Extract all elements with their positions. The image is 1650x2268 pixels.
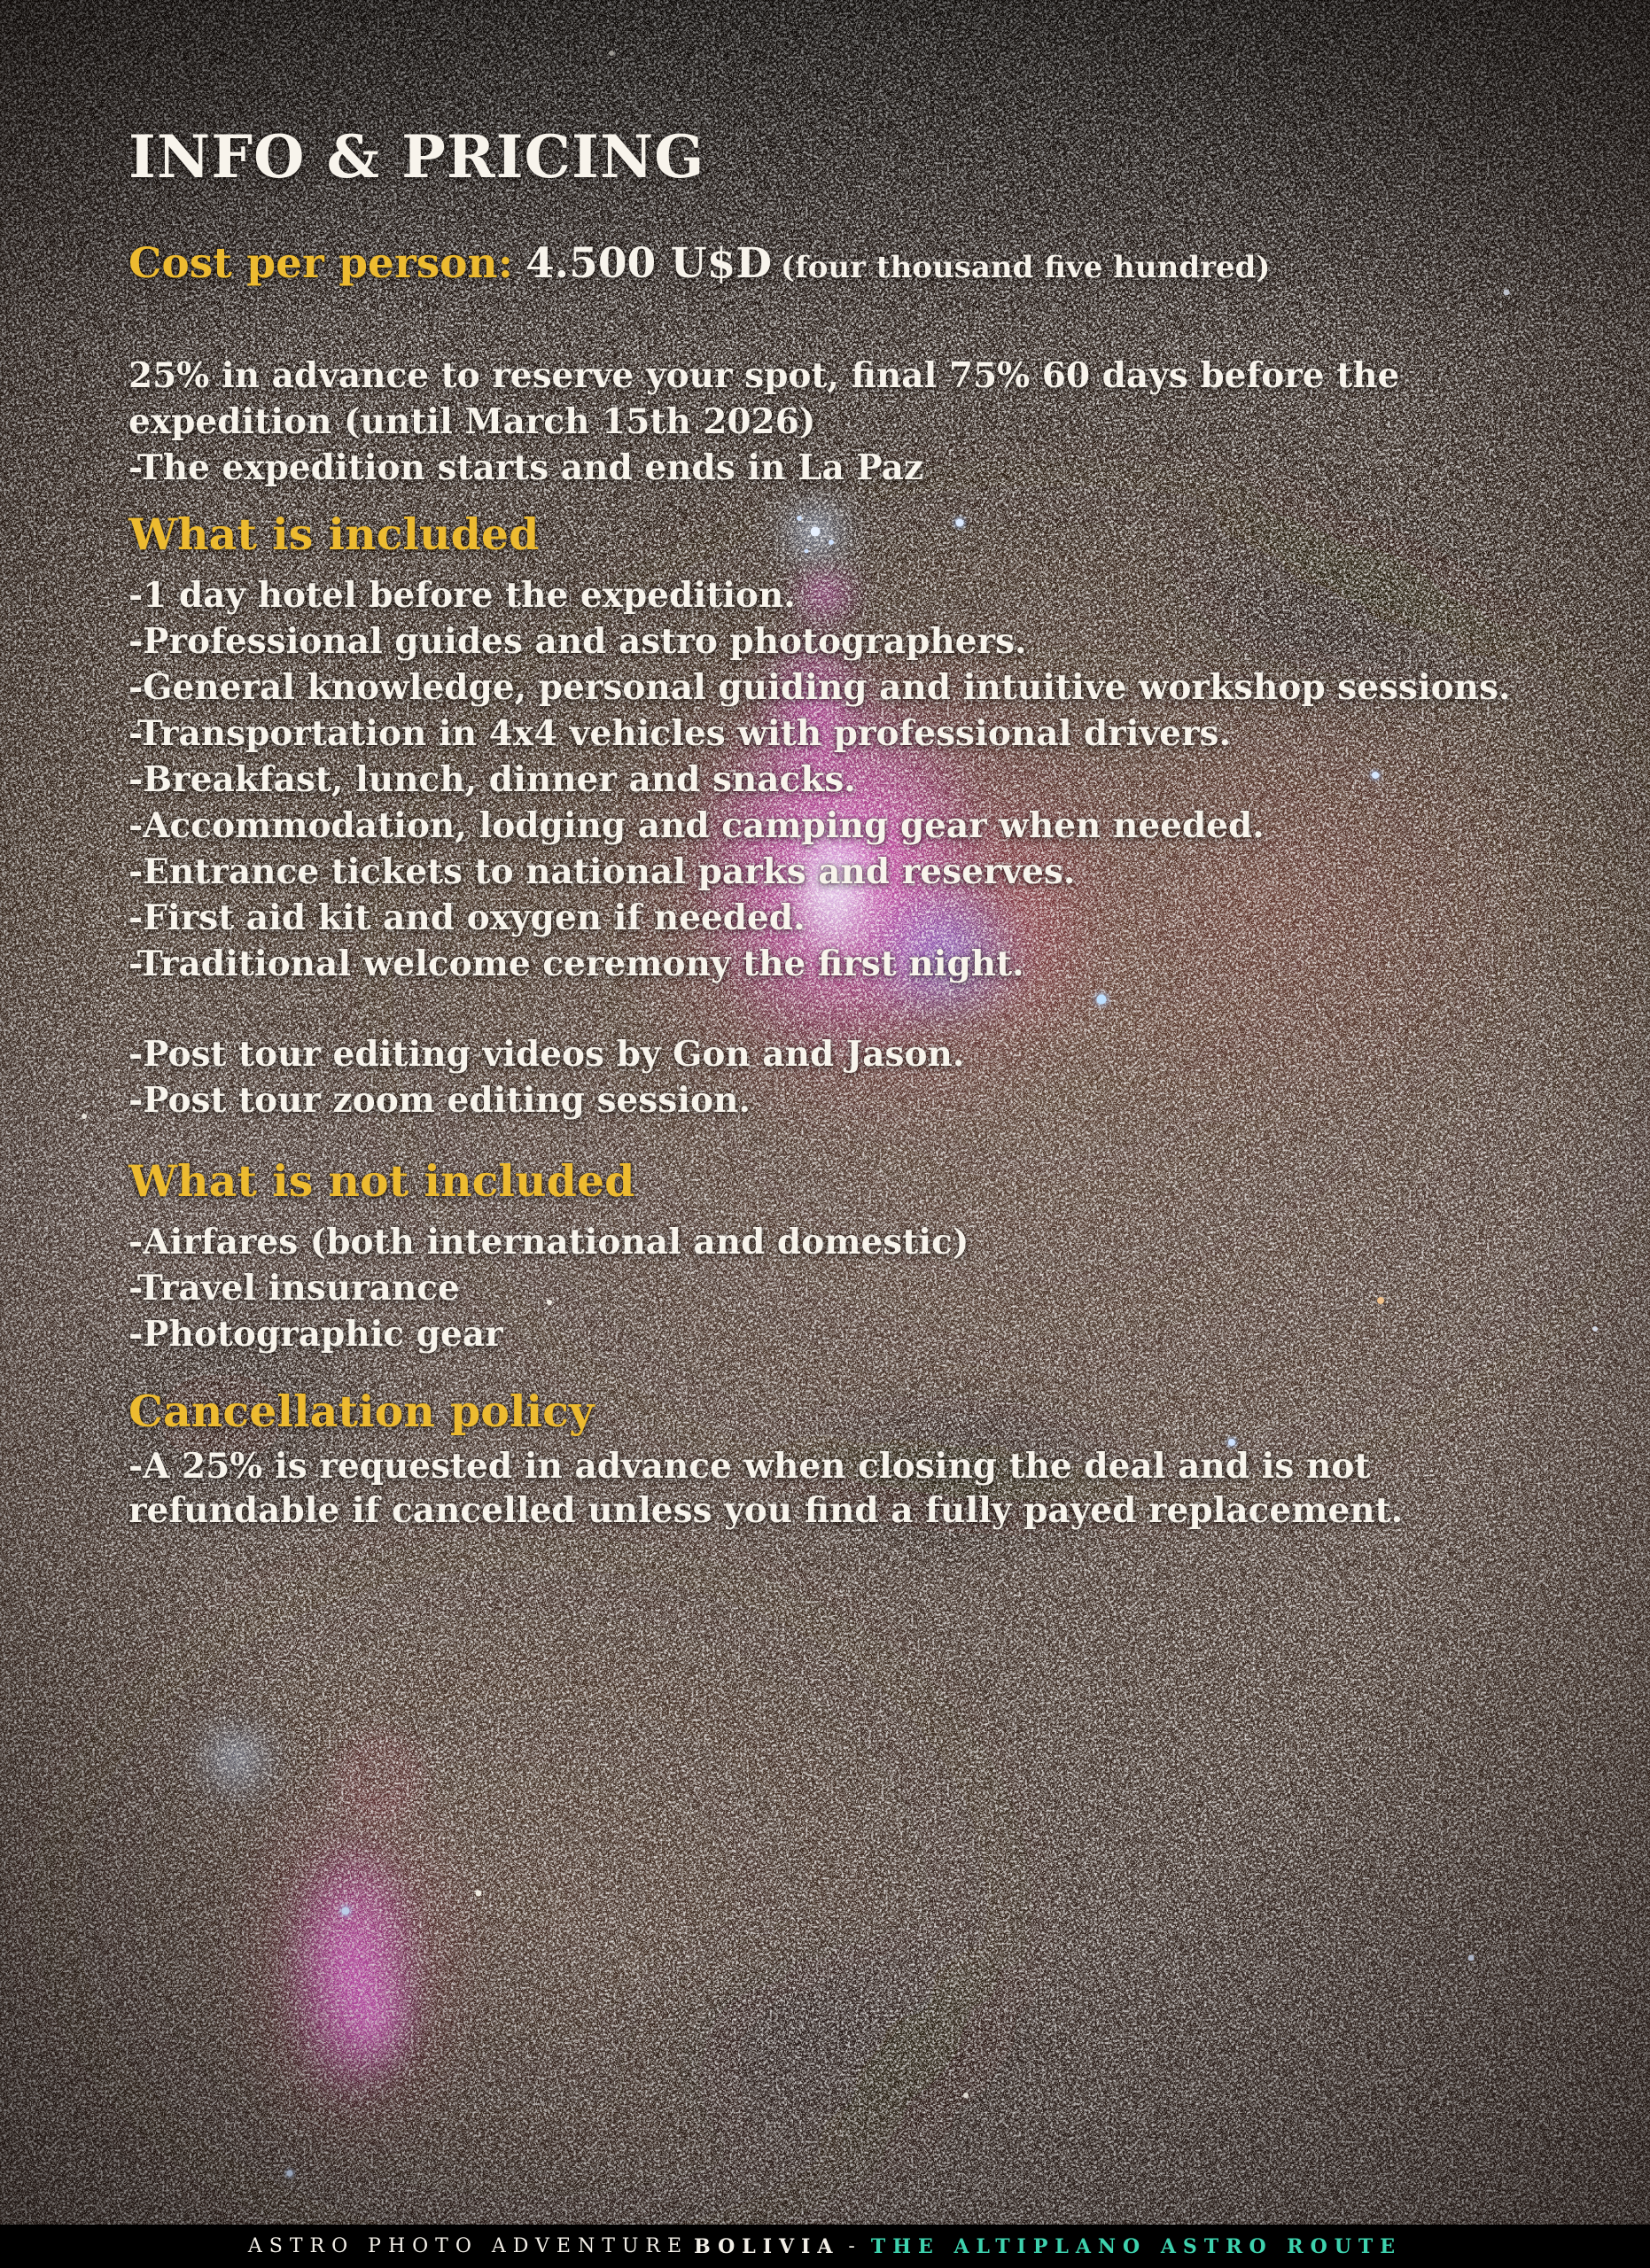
page-title: INFO & PRICING xyxy=(128,122,705,191)
list-item: -Professional guides and astro photographers. xyxy=(128,621,1027,662)
list-item: -Post tour zoom editing session. xyxy=(128,1080,751,1121)
cost-price: 4.500 U$D xyxy=(525,239,773,288)
payment-terms xyxy=(128,353,1570,491)
footer-brand-country: BOLIVIA xyxy=(694,2234,840,2258)
list-item: -Travel insurance xyxy=(128,1268,460,1309)
cost-label: Cost per person: xyxy=(128,239,514,288)
included-post-list xyxy=(128,1031,1570,1123)
not-included-list xyxy=(128,1219,1570,1357)
list-item: -Transportation in 4x4 vehicles with professional drivers. xyxy=(128,713,1232,754)
section-heading-cancellation: Cancellation policy xyxy=(128,1386,595,1437)
list-item: -General knowledge, personal guiding and intuitive workshop sessions. xyxy=(128,667,1511,708)
included-list xyxy=(128,572,1570,987)
payment-terms-line: -The expedition starts and ends in La Paz xyxy=(128,447,923,488)
footer-brand: ASTRO PHOTO ADVENTURE xyxy=(247,2235,689,2257)
cancellation-line: refundable if cancelled unless you find a fully payed replacement. xyxy=(128,1490,1404,1531)
list-item: -Photographic gear xyxy=(128,1314,503,1355)
cost-line xyxy=(128,239,1570,288)
list-item: -First aid kit and oxygen if needed. xyxy=(128,897,806,938)
footer-bar xyxy=(0,2225,1650,2268)
cost-price-note: (four thousand five hundred) xyxy=(781,250,1271,285)
footer-separator: - xyxy=(848,2235,862,2257)
section-heading-not-included: What is not included xyxy=(128,1155,635,1207)
list-item: -Breakfast, lunch, dinner and snacks. xyxy=(128,759,856,800)
list-item: -Post tour editing videos by Gon and Jason. xyxy=(128,1034,965,1075)
section-heading-included: What is included xyxy=(128,509,540,560)
list-item: -1 day hotel before the expedition. xyxy=(128,575,796,616)
cancellation-line: -A 25% is requested in advance when closing the deal and is not xyxy=(128,1446,1371,1487)
payment-terms-line: expedition (until March 15th 2026) xyxy=(128,401,816,442)
list-item: -Airfares (both international and domestic) xyxy=(128,1222,969,1262)
payment-terms-line: 25% in advance to reserve your spot, final 75% 60 days before the xyxy=(128,355,1400,396)
list-item: -Traditional welcome ceremony the first night. xyxy=(128,944,1024,984)
cancellation-policy-text xyxy=(128,1444,1570,1533)
list-item: -Accommodation, lodging and camping gear when needed. xyxy=(128,805,1265,846)
list-item: -Entrance tickets to national parks and reserves. xyxy=(128,851,1076,892)
footer-route-name: THE ALTIPLANO ASTRO ROUTE xyxy=(870,2234,1403,2258)
